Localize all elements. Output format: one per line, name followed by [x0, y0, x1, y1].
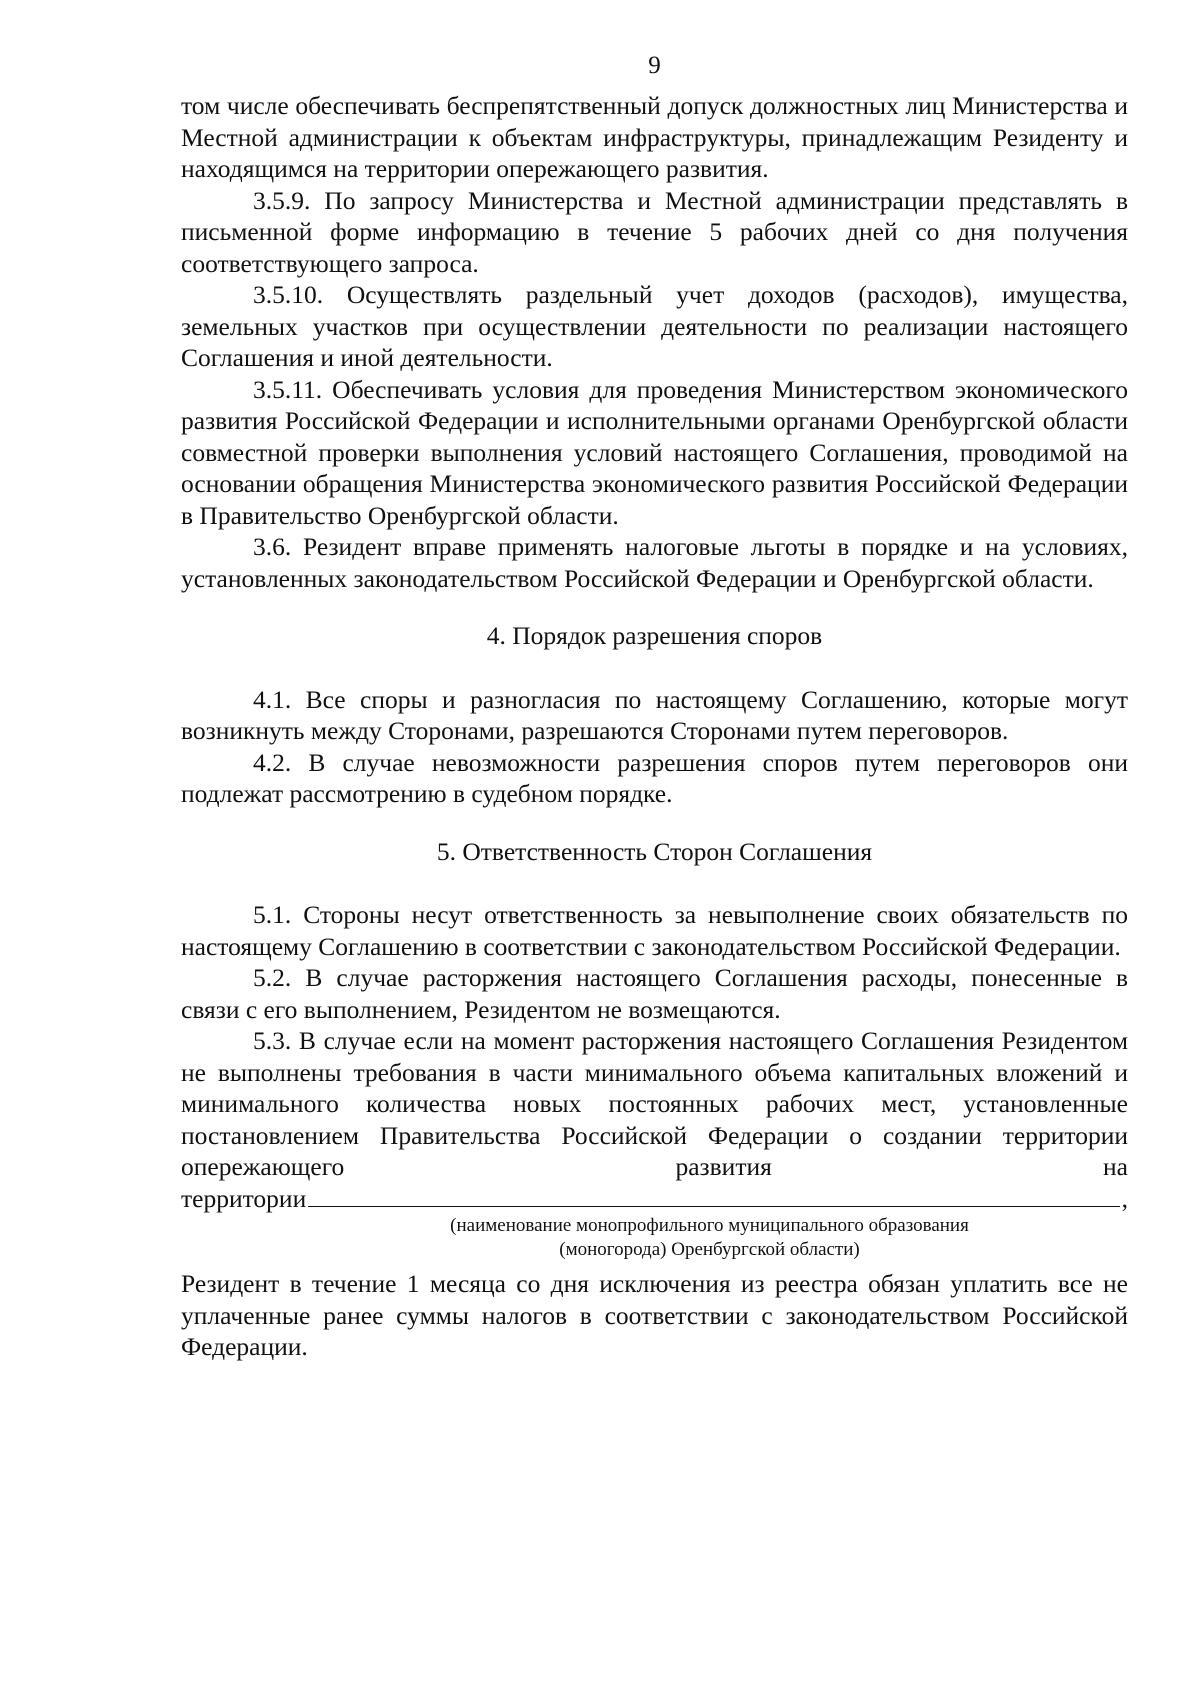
document-page	[181, 50, 1128, 1363]
paragraph-5-1: 5.1. Стороны несут ответственность за невыполнение своих обязательств по настоящему Соглашению в соответствии с законодательством Российской Федерации.	[181, 900, 1128, 961]
paragraph-closing: Резидент в течение 1 месяца со дня исключения из реестра обязан уплатить все не уплаченные ранее суммы налогов в соответствии с законодательством Российской Федерации.	[181, 1269, 1128, 1361]
section-4-heading: 4. Порядок разрешения споров	[486, 621, 823, 650]
paragraph-continuation: том числе обеспечивать беспрепятственный допуск должностных лиц Министерства и Местной администрации к объектам инфраструктуры, принадлежащим Резиденту и находящимся на территории опережающего развития.	[181, 91, 1128, 183]
territory-field-line	[181, 1183, 1128, 1215]
paragraph-4-2: 4.2. В случае невозможности разрешения споров путем переговоров они подлежат рассмотрению в судебном порядке.	[181, 747, 1128, 808]
territory-blank-line	[308, 1184, 1119, 1207]
paragraph-3-5-10: 3.5.10. Осуществлять раздельный учет доходов (расходов), имущества, земельных участков при осуществлении деятельности по реализации настоящего Соглашения и иной деятельности.	[181, 280, 1128, 372]
page-number: 9	[648, 52, 661, 79]
paragraph-4-1: 4.1. Все споры и разногласия по настоящему Соглашению, которые могут возникнуть между Сторонами, разрешаются Сторонами путем переговоров.	[181, 684, 1128, 745]
paragraph-3-5-9: 3.5.9. По запросу Министерства и Местной администрации представлять в письменной форме информацию в течение 5 рабочих дней со дня получения соответствующего запроса.	[181, 185, 1128, 278]
territory-field-tail: ,	[1121, 1183, 1128, 1213]
paragraph-3-6: 3.6. Резидент вправе применять налоговые льготы в порядке и на условиях, установленных законодательством Российской Федерации и Оренбургской области.	[181, 532, 1128, 593]
territory-field-label: территории	[181, 1183, 307, 1213]
field-caption-line-2: (моногорода) Оренбургской области)	[559, 1239, 860, 1260]
paragraph-3-5-11: 3.5.11. Обеспечивать условия для проведения Министерством экономического развития Российской Федерации и исполнительными органами Оренбургской области совместной проверки выполнения условий настоящего Соглашения, проводимой на основании обращения Министерства экономического развития Российской Федерации в Правительство Оренбургской области.	[181, 374, 1128, 530]
section-5-heading: 5. Ответственность Сторон Соглашения	[436, 836, 873, 866]
field-caption-line-1: (наименование монопрофильного муниципального образования	[450, 1215, 969, 1236]
paragraph-5-2: 5.2. В случае расторжения настоящего Соглашения расходы, понесенные в связи с его выполнением, Резидентом не возмещаются.	[181, 963, 1128, 1024]
paragraph-5-3: 5.3. В случае если на момент расторжения настоящего Соглашения Резидентом не выполнены требования в части минимального объема капитальных вложений и минимального количества новых постоянных рабочих мест, установленные постановлением Правительства Российской Федерации о создании территории опережающего развития на	[181, 1026, 1128, 1181]
